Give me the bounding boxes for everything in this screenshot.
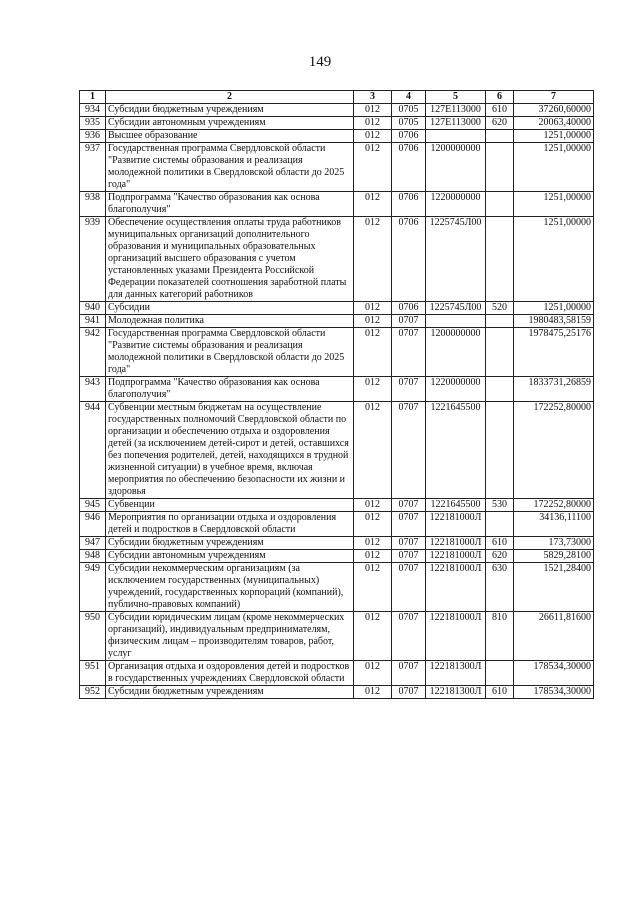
target-code-cell: 1220000000 bbox=[426, 192, 486, 217]
expense-type-cell: 620 bbox=[486, 117, 514, 130]
row-number-cell: 946 bbox=[80, 512, 106, 537]
row-name-cell: Государственная программа Свердловской области "Развитие системы образования и реализация молодежной политики в Свердловской области до 2025 года" bbox=[106, 143, 354, 192]
amount-cell: 1980483,58159 bbox=[514, 315, 594, 328]
expense-type-cell: 620 bbox=[486, 550, 514, 563]
amount-cell: 178534,30000 bbox=[514, 686, 594, 699]
table-row bbox=[80, 499, 594, 512]
section-code-cell: 0707 bbox=[392, 612, 426, 661]
admin-code-cell: 012 bbox=[354, 550, 392, 563]
header-cell: 3 bbox=[354, 91, 392, 104]
target-code-cell: 127E113000 bbox=[426, 104, 486, 117]
admin-code-cell: 012 bbox=[354, 563, 392, 612]
target-code-cell: 122181000Л bbox=[426, 563, 486, 612]
row-name-cell: Подпрограмма "Качество образования как основа благополучия" bbox=[106, 377, 354, 402]
amount-cell: 1251,00000 bbox=[514, 302, 594, 315]
section-code-cell: 0705 bbox=[392, 104, 426, 117]
expense-type-cell bbox=[486, 130, 514, 143]
row-name-cell: Субсидии бюджетным учреждениям bbox=[106, 104, 354, 117]
section-code-cell: 0707 bbox=[392, 315, 426, 328]
amount-cell: 37260,60000 bbox=[514, 104, 594, 117]
table-row bbox=[80, 537, 594, 550]
row-name-cell: Субсидии bbox=[106, 302, 354, 315]
row-number-cell: 951 bbox=[80, 661, 106, 686]
expense-type-cell: 630 bbox=[486, 563, 514, 612]
section-code-cell: 0707 bbox=[392, 402, 426, 499]
budget-table bbox=[79, 90, 594, 699]
expense-type-cell bbox=[486, 143, 514, 192]
admin-code-cell: 012 bbox=[354, 686, 392, 699]
expense-type-cell: 810 bbox=[486, 612, 514, 661]
row-number-cell: 950 bbox=[80, 612, 106, 661]
amount-cell: 1521,28400 bbox=[514, 563, 594, 612]
table-row bbox=[80, 130, 594, 143]
admin-code-cell: 012 bbox=[354, 377, 392, 402]
header-cell: 2 bbox=[106, 91, 354, 104]
section-code-cell: 0707 bbox=[392, 550, 426, 563]
section-code-cell: 0707 bbox=[392, 499, 426, 512]
section-code-cell: 0707 bbox=[392, 512, 426, 537]
table-row bbox=[80, 512, 594, 537]
amount-cell: 5829,28100 bbox=[514, 550, 594, 563]
row-number-cell: 940 bbox=[80, 302, 106, 315]
header-cell: 6 bbox=[486, 91, 514, 104]
amount-cell: 34136,11100 bbox=[514, 512, 594, 537]
table-row bbox=[80, 302, 594, 315]
row-name-cell: Обеспечение осуществления оплаты труда работников муниципальных организаций дополнительного образования и муниципальных образовательных организаций высшего образования с учетом установленных указами Президента Российской Федерации показателей соотношения заработной платы для данных категорий работников bbox=[106, 217, 354, 302]
table-header-row bbox=[80, 91, 594, 104]
section-code-cell: 0706 bbox=[392, 143, 426, 192]
admin-code-cell: 012 bbox=[354, 130, 392, 143]
row-name-cell: Субсидии бюджетным учреждениям bbox=[106, 537, 354, 550]
header-cell: 5 bbox=[426, 91, 486, 104]
admin-code-cell: 012 bbox=[354, 117, 392, 130]
row-name-cell: Субвенции местным бюджетам на осуществление государственных полномочий Свердловской области по организации и обеспечению отдыха и оздоровления детей (за исключением детей-сирот и детей, оставшихся без попечения родителей, детей, находящихся в трудной жизненной ситуации) в учебное время, включая мероприятия по обеспечению безопасности их жизни и здоровья bbox=[106, 402, 354, 499]
target-code-cell: 1225745Л00 bbox=[426, 217, 486, 302]
expense-type-cell bbox=[486, 315, 514, 328]
row-name-cell: Подпрограмма "Качество образования как основа благополучия" bbox=[106, 192, 354, 217]
table-row bbox=[80, 192, 594, 217]
target-code-cell: 122181000Л bbox=[426, 612, 486, 661]
table-row bbox=[80, 328, 594, 377]
target-code-cell: 122181000Л bbox=[426, 550, 486, 563]
section-code-cell: 0707 bbox=[392, 328, 426, 377]
section-code-cell: 0707 bbox=[392, 686, 426, 699]
admin-code-cell: 012 bbox=[354, 512, 392, 537]
row-name-cell: Субсидии юридическим лицам (кроме некоммерческих организаций), индивидуальным предпринимателям, физическим лицам – производителям товаров, работ, услуг bbox=[106, 612, 354, 661]
header-cell: 7 bbox=[514, 91, 594, 104]
row-number-cell: 952 bbox=[80, 686, 106, 699]
target-code-cell bbox=[426, 130, 486, 143]
row-number-cell: 948 bbox=[80, 550, 106, 563]
expense-type-cell: 530 bbox=[486, 499, 514, 512]
table-row bbox=[80, 550, 594, 563]
section-code-cell: 0707 bbox=[392, 661, 426, 686]
target-code-cell: 1221645500 bbox=[426, 402, 486, 499]
row-name-cell: Субсидии автономным учреждениям bbox=[106, 550, 354, 563]
row-name-cell: Мероприятия по организации отдыха и оздоровления детей и подростков в Свердловской области bbox=[106, 512, 354, 537]
section-code-cell: 0705 bbox=[392, 117, 426, 130]
admin-code-cell: 012 bbox=[354, 192, 392, 217]
admin-code-cell: 012 bbox=[354, 302, 392, 315]
table-row bbox=[80, 563, 594, 612]
row-number-cell: 938 bbox=[80, 192, 106, 217]
amount-cell: 172252,80000 bbox=[514, 402, 594, 499]
amount-cell: 1251,00000 bbox=[514, 217, 594, 302]
table-body bbox=[80, 104, 594, 699]
target-code-cell: 127E113000 bbox=[426, 117, 486, 130]
row-number-cell: 934 bbox=[80, 104, 106, 117]
admin-code-cell: 012 bbox=[354, 143, 392, 192]
section-code-cell: 0706 bbox=[392, 192, 426, 217]
target-code-cell: 1225745Л00 bbox=[426, 302, 486, 315]
table-row bbox=[80, 377, 594, 402]
row-name-cell: Молодежная политика bbox=[106, 315, 354, 328]
section-code-cell: 0706 bbox=[392, 130, 426, 143]
expense-type-cell: 520 bbox=[486, 302, 514, 315]
row-number-cell: 935 bbox=[80, 117, 106, 130]
amount-cell: 173,73000 bbox=[514, 537, 594, 550]
row-number-cell: 949 bbox=[80, 563, 106, 612]
expense-type-cell bbox=[486, 377, 514, 402]
row-number-cell: 945 bbox=[80, 499, 106, 512]
row-number-cell: 942 bbox=[80, 328, 106, 377]
admin-code-cell: 012 bbox=[354, 537, 392, 550]
header-cell: 4 bbox=[392, 91, 426, 104]
expense-type-cell bbox=[486, 402, 514, 499]
admin-code-cell: 012 bbox=[354, 328, 392, 377]
row-name-cell: Субвенции bbox=[106, 499, 354, 512]
table-row bbox=[80, 315, 594, 328]
expense-type-cell bbox=[486, 217, 514, 302]
admin-code-cell: 012 bbox=[354, 661, 392, 686]
amount-cell: 178534,30000 bbox=[514, 661, 594, 686]
amount-cell: 1251,00000 bbox=[514, 143, 594, 192]
target-code-cell: 122181000Л bbox=[426, 512, 486, 537]
row-number-cell: 943 bbox=[80, 377, 106, 402]
section-code-cell: 0707 bbox=[392, 563, 426, 612]
row-number-cell: 944 bbox=[80, 402, 106, 499]
row-name-cell: Высшее образование bbox=[106, 130, 354, 143]
amount-cell: 1833731,26859 bbox=[514, 377, 594, 402]
row-name-cell: Организация отдыха и оздоровления детей и подростков в государственных учреждениях Свердловской области bbox=[106, 661, 354, 686]
row-name-cell: Государственная программа Свердловской области "Развитие системы образования и реализация молодежной политики в Свердловской области до 2025 года" bbox=[106, 328, 354, 377]
amount-cell: 1251,00000 bbox=[514, 130, 594, 143]
row-name-cell: Субсидии автономным учреждениям bbox=[106, 117, 354, 130]
expense-type-cell bbox=[486, 661, 514, 686]
expense-type-cell bbox=[486, 328, 514, 377]
admin-code-cell: 012 bbox=[354, 104, 392, 117]
amount-cell: 20063,40000 bbox=[514, 117, 594, 130]
row-number-cell: 936 bbox=[80, 130, 106, 143]
target-code-cell: 1220000000 bbox=[426, 377, 486, 402]
row-number-cell: 941 bbox=[80, 315, 106, 328]
target-code-cell: 1221645500 bbox=[426, 499, 486, 512]
target-code-cell bbox=[426, 315, 486, 328]
row-number-cell: 939 bbox=[80, 217, 106, 302]
expense-type-cell bbox=[486, 192, 514, 217]
row-name-cell: Субсидии некоммерческим организациям (за исключением государственных (муниципальных) учреждений, государственных корпораций (компаний), публично-правовых компаний) bbox=[106, 563, 354, 612]
section-code-cell: 0706 bbox=[392, 302, 426, 315]
expense-type-cell: 610 bbox=[486, 537, 514, 550]
section-code-cell: 0706 bbox=[392, 217, 426, 302]
table-row bbox=[80, 217, 594, 302]
page-number: 149 bbox=[308, 54, 332, 70]
admin-code-cell: 012 bbox=[354, 315, 392, 328]
section-code-cell: 0707 bbox=[392, 537, 426, 550]
section-code-cell: 0707 bbox=[392, 377, 426, 402]
admin-code-cell: 012 bbox=[354, 499, 392, 512]
target-code-cell: 1200000000 bbox=[426, 143, 486, 192]
row-number-cell: 937 bbox=[80, 143, 106, 192]
row-name-cell: Субсидии бюджетным учреждениям bbox=[106, 686, 354, 699]
admin-code-cell: 012 bbox=[354, 217, 392, 302]
amount-cell: 1978475,25176 bbox=[514, 328, 594, 377]
table-row bbox=[80, 612, 594, 661]
row-number-cell: 947 bbox=[80, 537, 106, 550]
amount-cell: 26611,81600 bbox=[514, 612, 594, 661]
table-row bbox=[80, 143, 594, 192]
table-row bbox=[80, 686, 594, 699]
expense-type-cell: 610 bbox=[486, 104, 514, 117]
target-code-cell: 122181300Л bbox=[426, 661, 486, 686]
amount-cell: 172252,80000 bbox=[514, 499, 594, 512]
target-code-cell: 122181300Л bbox=[426, 686, 486, 699]
table-row bbox=[80, 402, 594, 499]
expense-type-cell bbox=[486, 512, 514, 537]
amount-cell: 1251,00000 bbox=[514, 192, 594, 217]
target-code-cell: 1200000000 bbox=[426, 328, 486, 377]
expense-type-cell: 610 bbox=[486, 686, 514, 699]
target-code-cell: 122181000Л bbox=[426, 537, 486, 550]
admin-code-cell: 012 bbox=[354, 612, 392, 661]
table-row bbox=[80, 117, 594, 130]
table-row bbox=[80, 661, 594, 686]
table-row bbox=[80, 104, 594, 117]
header-cell: 1 bbox=[80, 91, 106, 104]
admin-code-cell: 012 bbox=[354, 402, 392, 499]
